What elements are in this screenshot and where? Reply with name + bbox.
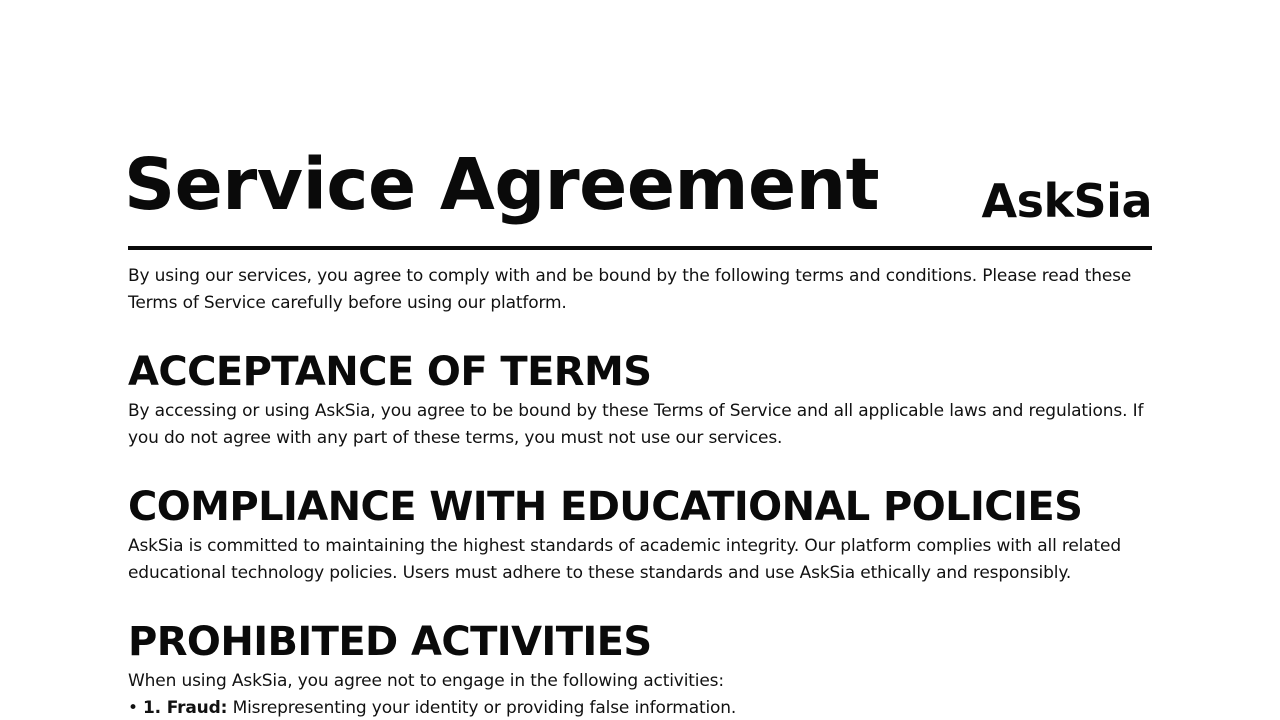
document-content xyxy=(124,140,1152,720)
intro-paragraph: By using our services, you agree to comply with and be bound by the following terms and conditions. Please read these Terms of Service carefully before using our platform. xyxy=(128,266,1132,313)
list-item-description: Misrepresenting your identity or providing false information. xyxy=(227,698,737,718)
bullet-icon: • xyxy=(128,698,138,718)
section-paragraph: When using AskSia, you agree not to engage in the following activities: xyxy=(128,671,724,691)
section-paragraph: By accessing or using AskSia, you agree to be bound by these Terms of Service and all applicable laws and regulations. If you do not agree with any part of these terms, you must not use our services. xyxy=(128,401,1144,448)
section-prohibited-activities xyxy=(128,616,1152,720)
prohibited-activities-list xyxy=(128,695,1152,720)
section-acceptance-of-terms xyxy=(128,346,1152,452)
list-item xyxy=(128,695,1152,720)
brand-name: AskSia xyxy=(981,174,1152,228)
section-heading: COMPLIANCE WITH EDUCATIONAL POLICIES xyxy=(128,484,1083,530)
page-title: Service Agreement xyxy=(124,143,880,226)
section-heading: ACCEPTANCE OF TERMS xyxy=(128,349,652,395)
section-heading: PROHIBITED ACTIVITIES xyxy=(128,619,652,665)
section-compliance-with-educational-policies xyxy=(128,481,1152,587)
document-header xyxy=(124,140,1152,250)
list-item-term: 1. Fraud: xyxy=(143,698,228,718)
section-paragraph: AskSia is committed to maintaining the highest standards of academic integrity. Our platform complies with all related educational technology policies. Users must adhere to these standards and use AskSia ethically and responsibly. xyxy=(128,536,1121,583)
